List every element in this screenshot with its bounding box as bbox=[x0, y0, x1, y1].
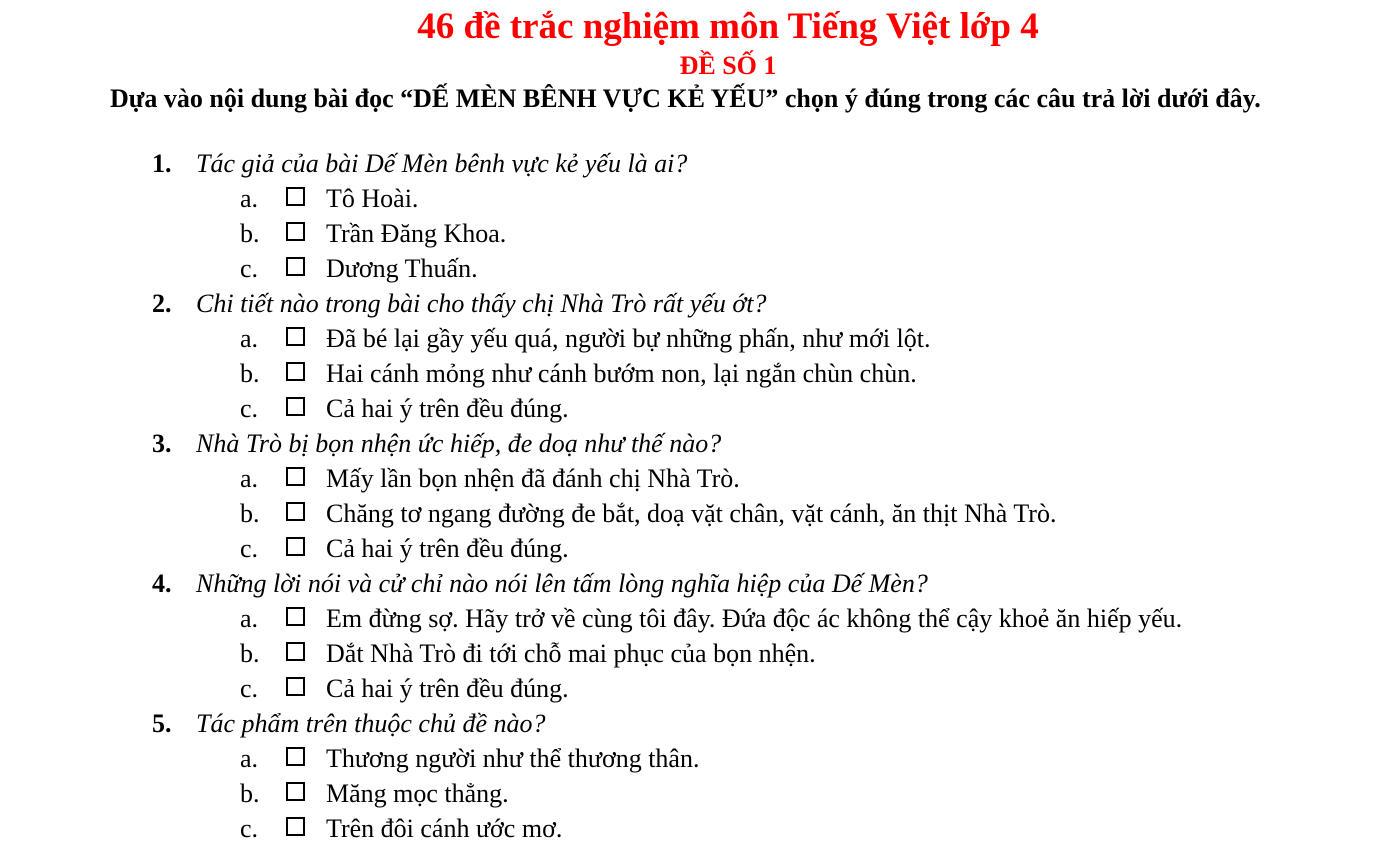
answer-option[interactable] bbox=[0, 601, 1384, 636]
checkbox[interactable] bbox=[286, 257, 305, 276]
option-letter: b. bbox=[240, 779, 260, 808]
option-letter: a. bbox=[240, 604, 259, 633]
option-letter: a. bbox=[240, 464, 259, 493]
option-text: Em đừng sợ. Hãy trở về cùng tôi đây. Đứa độc ác không thể cậy khoẻ ăn hiếp yếu. bbox=[326, 604, 1183, 633]
option-letter: a. bbox=[240, 324, 259, 353]
checkbox[interactable] bbox=[286, 467, 305, 486]
answer-option[interactable] bbox=[0, 671, 1384, 706]
option-letter: b. bbox=[240, 359, 260, 388]
answer-option[interactable] bbox=[0, 496, 1384, 531]
document-subtitle: ĐỀ SỐ 1 bbox=[679, 51, 777, 80]
checkbox[interactable] bbox=[286, 782, 305, 801]
answer-option[interactable] bbox=[0, 776, 1384, 811]
question-1 bbox=[0, 146, 1384, 181]
document-title: 46 đề trắc nghiệm môn Tiếng Việt lớp 4 bbox=[417, 6, 1039, 47]
answer-option[interactable] bbox=[0, 321, 1384, 356]
option-letter: c. bbox=[240, 394, 259, 423]
option-letter: c. bbox=[240, 254, 259, 283]
option-letter: a. bbox=[240, 184, 259, 213]
option-text: Chăng tơ ngang đường đe bắt, doạ vặt chân, vặt cánh, ăn thịt Nhà Trò. bbox=[326, 499, 1057, 528]
option-letter: c. bbox=[240, 674, 259, 703]
option-text: Mấy lần bọn nhện đã đánh chị Nhà Trò. bbox=[326, 464, 740, 493]
answer-option[interactable] bbox=[0, 181, 1384, 216]
question-text: Tác giả của bài Dế Mèn bênh vực kẻ yếu là ai? bbox=[196, 149, 688, 178]
option-text: Hai cánh mỏng như cánh bướm non, lại ngắn chùn chùn. bbox=[326, 359, 917, 388]
option-text: Trên đôi cánh ước mơ. bbox=[326, 814, 563, 843]
checkbox[interactable] bbox=[286, 607, 305, 626]
question-number: 1. bbox=[152, 149, 172, 178]
option-letter: b. bbox=[240, 499, 260, 528]
answer-option[interactable] bbox=[0, 636, 1384, 671]
answer-option[interactable] bbox=[0, 461, 1384, 496]
question-list bbox=[0, 146, 1384, 846]
question-text: Những lời nói và cử chỉ nào nói lên tấm lòng nghĩa hiệp của Dế Mèn? bbox=[196, 569, 928, 598]
option-text: Thương người như thể thương thân. bbox=[326, 744, 700, 773]
checkbox[interactable] bbox=[286, 397, 305, 416]
question-2 bbox=[0, 286, 1384, 321]
option-text: Tô Hoài. bbox=[326, 184, 419, 213]
answer-option[interactable] bbox=[0, 356, 1384, 391]
checkbox[interactable] bbox=[286, 817, 305, 836]
option-text: Dương Thuấn. bbox=[326, 254, 478, 283]
checkbox[interactable] bbox=[286, 187, 305, 206]
question-3 bbox=[0, 426, 1384, 461]
option-text: Cả hai ý trên đều đúng. bbox=[326, 394, 569, 423]
instructions-text: Dựa vào nội dung bài đọc “DẾ MÈN BÊNH VỰC KẺ YẾU” chọn ý đúng trong các câu trả lời dưới đây. bbox=[110, 84, 1261, 113]
answer-option[interactable] bbox=[0, 741, 1384, 776]
option-text: Dắt Nhà Trò đi tới chỗ mai phục của bọn nhện. bbox=[326, 639, 816, 668]
question-number: 2. bbox=[152, 289, 172, 318]
checkbox[interactable] bbox=[286, 327, 305, 346]
question-text: Chi tiết nào trong bài cho thấy chị Nhà Trò rất yếu ớt? bbox=[196, 289, 767, 318]
question-number: 4. bbox=[152, 569, 172, 598]
answer-option[interactable] bbox=[0, 531, 1384, 566]
checkbox[interactable] bbox=[286, 537, 305, 556]
checkbox[interactable] bbox=[286, 502, 305, 521]
option-letter: c. bbox=[240, 534, 259, 563]
checkbox[interactable] bbox=[286, 642, 305, 661]
option-text: Đã bé lại gầy yếu quá, người bự những phấn, như mới lột. bbox=[326, 324, 931, 353]
question-text: Tác phẩm trên thuộc chủ đề nào? bbox=[196, 709, 546, 738]
option-text: Trần Đăng Khoa. bbox=[326, 219, 507, 248]
question-text: Nhà Trò bị bọn nhện ức hiếp, đe doạ như thế nào? bbox=[196, 429, 722, 458]
question-number: 5. bbox=[152, 709, 172, 738]
option-letter: b. bbox=[240, 639, 260, 668]
checkbox[interactable] bbox=[286, 222, 305, 241]
question-number: 3. bbox=[152, 429, 172, 458]
answer-option[interactable] bbox=[0, 391, 1384, 426]
question-5 bbox=[0, 706, 1384, 741]
option-letter: b. bbox=[240, 219, 260, 248]
option-letter: c. bbox=[240, 814, 259, 843]
option-text: Măng mọc thẳng. bbox=[326, 779, 509, 808]
option-letter: a. bbox=[240, 744, 259, 773]
option-text: Cả hai ý trên đều đúng. bbox=[326, 674, 569, 703]
checkbox[interactable] bbox=[286, 677, 305, 696]
checkbox[interactable] bbox=[286, 747, 305, 766]
question-4 bbox=[0, 566, 1384, 601]
answer-option[interactable] bbox=[0, 251, 1384, 286]
answer-option[interactable] bbox=[0, 216, 1384, 251]
checkbox[interactable] bbox=[286, 362, 305, 381]
option-text: Cả hai ý trên đều đúng. bbox=[326, 534, 569, 563]
